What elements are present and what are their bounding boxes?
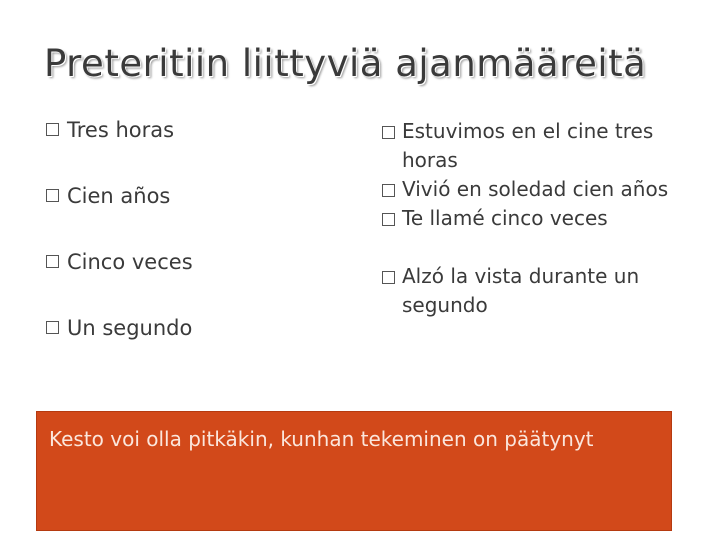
square-bullet-icon xyxy=(382,271,395,284)
list-item xyxy=(46,313,346,343)
square-bullet-icon xyxy=(382,184,395,197)
list-item xyxy=(382,175,692,204)
list-item xyxy=(46,115,346,145)
left-bullet-list xyxy=(46,115,346,379)
square-bullet-icon xyxy=(46,189,59,202)
callout-box xyxy=(36,411,672,531)
list-item-text: Tres horas xyxy=(67,118,175,142)
list-item-text: Cinco veces xyxy=(67,250,193,274)
square-bullet-icon xyxy=(46,123,59,136)
list-item-text: Alzó la vista durante un segundo xyxy=(402,264,640,317)
square-bullet-icon xyxy=(46,255,59,268)
list-item xyxy=(382,262,692,320)
slide-title: Preteritiin liittyviä ajanmääreitä xyxy=(44,42,647,85)
square-bullet-icon xyxy=(46,321,59,334)
list-item-text: Estuvimos en el cine tres horas xyxy=(402,119,654,172)
right-bullet-list xyxy=(382,117,692,320)
square-bullet-icon xyxy=(382,213,395,226)
list-item-text: Te llamé cinco veces xyxy=(402,206,608,230)
list-item xyxy=(382,117,692,175)
list-item xyxy=(46,247,346,277)
list-item xyxy=(46,181,346,211)
list-item-text: Vivió en soledad cien años xyxy=(402,177,669,201)
square-bullet-icon xyxy=(382,126,395,139)
callout-text: Kesto voi olla pitkäkin, kunhan tekeminen on päätynyt xyxy=(49,427,594,451)
list-item-text: Cien años xyxy=(67,184,171,208)
list-item-text: Un segundo xyxy=(67,316,193,340)
list-item xyxy=(382,204,692,233)
